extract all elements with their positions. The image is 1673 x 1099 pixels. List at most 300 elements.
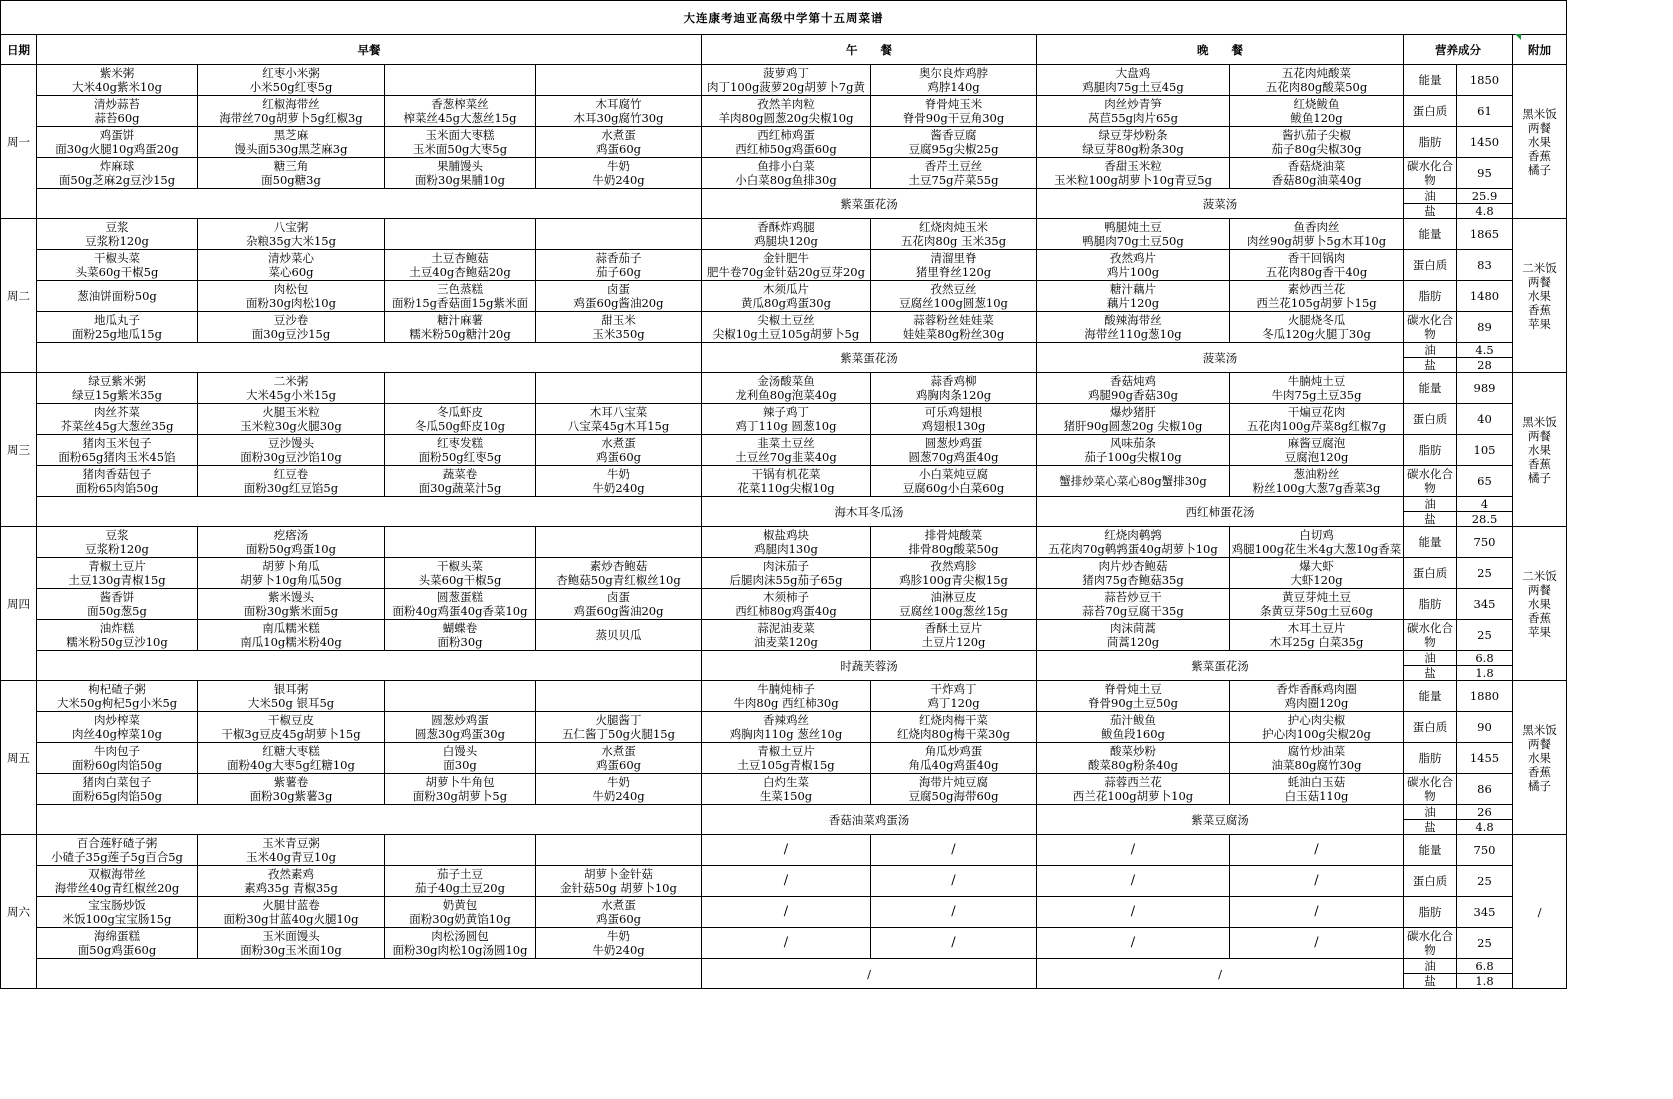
dish-name: 绿豆紫米粥 bbox=[88, 374, 146, 388]
day-label: 周二 bbox=[1, 219, 37, 373]
dish-ingredients: 五花肉80g 玉米35g bbox=[900, 234, 1007, 248]
dish-name: 红烧肉炖玉米 bbox=[919, 220, 988, 234]
dish-name: 胡萝卜角瓜 bbox=[262, 559, 320, 573]
breakfast-dish-cell bbox=[385, 681, 536, 712]
nutrient-value: 989 bbox=[1457, 373, 1513, 404]
dish-name: 辣子鸡丁 bbox=[763, 405, 809, 419]
dish-name: 二米粥 bbox=[273, 374, 309, 388]
dish-name: 猪肉香菇包子 bbox=[82, 467, 152, 481]
dish-name: 干锅有机花菜 bbox=[751, 467, 821, 481]
dinner-dish-cell bbox=[1037, 835, 1230, 866]
dish-name: 双椒海带丝 bbox=[88, 867, 146, 881]
dish-name: 三色蒸糕 bbox=[437, 282, 483, 296]
dish-ingredients: 小米50g红枣5g bbox=[249, 80, 333, 94]
nutrient-name: 蛋白质 bbox=[1404, 558, 1457, 589]
soup-row bbox=[1, 805, 1567, 820]
dish-ingredients: 鸡腿100g花生米4g大葱10g香菜 bbox=[1231, 542, 1402, 556]
dinner-dish-cell bbox=[1037, 589, 1230, 620]
oil-value: 4 bbox=[1457, 497, 1513, 512]
dinner-soup: 菠菜汤 bbox=[1037, 343, 1404, 373]
dish-ingredients: 牛肉75g土豆35g bbox=[1271, 388, 1362, 402]
breakfast-dish-cell bbox=[536, 589, 702, 620]
dish-name: 蝴蝶卷 bbox=[442, 621, 478, 635]
dish-name: 豆浆 bbox=[105, 528, 129, 542]
extra-item: 二米饭 bbox=[1522, 568, 1557, 583]
dish-ingredients: 馒头面530g黑芝麻3g bbox=[234, 142, 348, 156]
nutrient-name: 能量 bbox=[1404, 65, 1457, 96]
dish-name: 茄子土豆 bbox=[437, 867, 483, 881]
dish-ingredients: 面粉30g紫薯3g bbox=[249, 789, 333, 803]
lunch-dish-cell bbox=[871, 681, 1037, 712]
dish-name: 糖汁藕片 bbox=[1110, 282, 1156, 296]
dish-ingredients: 八宝菜45g木耳15g bbox=[567, 419, 670, 433]
dish-ingredients: 土豆75g芹菜55g bbox=[908, 173, 999, 187]
nutrient-name: 能量 bbox=[1404, 527, 1457, 558]
dish-ingredients: 鸭腿肉70g土豆50g bbox=[1082, 234, 1184, 248]
dish-name: 南瓜糯米糕 bbox=[262, 621, 320, 635]
dish-ingredients: 面50g糖3g bbox=[261, 173, 321, 187]
lunch-dish-cell bbox=[702, 281, 871, 312]
dish-ingredients: 豆腐95g尖椒25g bbox=[908, 142, 999, 156]
breakfast-dish-cell bbox=[37, 774, 198, 805]
dish-ingredients: 牛奶240g bbox=[592, 173, 645, 187]
lunch-dish-cell bbox=[871, 866, 1037, 897]
extra-item: 橘子 bbox=[1528, 470, 1551, 485]
breakfast-blank bbox=[37, 497, 702, 527]
dish-name: 猪肉白菜包子 bbox=[82, 775, 152, 789]
dish-name: 圆葱炒鸡蛋 bbox=[431, 713, 489, 727]
lunch-dish-cell bbox=[702, 435, 871, 466]
dinner-dish-cell bbox=[1037, 466, 1230, 497]
dish-ingredients: 茄子80g尖椒30g bbox=[1271, 142, 1362, 156]
breakfast-dish-cell bbox=[37, 250, 198, 281]
breakfast-dish-cell bbox=[37, 65, 198, 96]
dish-name: 五花肉炖酸菜 bbox=[1282, 66, 1351, 80]
dish-name: 枸杞碴子粥 bbox=[88, 682, 146, 696]
dish-ingredients: 西红柿50g鸡蛋60g bbox=[735, 142, 837, 156]
breakfast-dish-cell bbox=[198, 65, 385, 96]
salt-label: 盐 bbox=[1404, 820, 1457, 835]
breakfast-dish-cell bbox=[536, 404, 702, 435]
dish-ingredients: 娃娃菜80g粉丝30g bbox=[902, 327, 1005, 341]
salt-value: 1.8 bbox=[1457, 666, 1513, 681]
lunch-dish-cell bbox=[871, 219, 1037, 250]
dish-ingredients: 鸡蛋60g bbox=[596, 142, 641, 156]
menu-row bbox=[1, 527, 1567, 558]
dish-name: / bbox=[1130, 935, 1136, 950]
page-title: 大连康考迪亚高级中学第十五周菜谱 bbox=[1, 1, 1567, 35]
dish-ingredients: 西红柿80g鸡蛋40g bbox=[735, 604, 837, 618]
dish-name: 蒜香茄子 bbox=[595, 251, 642, 265]
dish-name: 香酥土豆片 bbox=[924, 621, 983, 635]
dish-ingredients: 胡萝卜10g角瓜50g bbox=[240, 573, 342, 587]
dish-ingredients: 茄子60g bbox=[596, 265, 641, 279]
extra-item: 水果 bbox=[1528, 288, 1551, 303]
dish-ingredients: 莴苣55g肉片65g bbox=[1088, 111, 1178, 125]
lunch-dish-cell bbox=[871, 373, 1037, 404]
breakfast-dish-cell bbox=[536, 620, 702, 651]
dish-ingredients: 杏鲍菇50g青红椒丝10g bbox=[556, 573, 681, 587]
dish-name: 红枣小米粥 bbox=[262, 66, 320, 80]
breakfast-dish-cell bbox=[536, 466, 702, 497]
nutrient-value: 61 bbox=[1457, 96, 1513, 127]
dish-ingredients: 护心肉100g尖椒20g bbox=[1262, 727, 1371, 741]
lunch-dish-cell bbox=[702, 373, 871, 404]
menu-row bbox=[1, 312, 1567, 343]
salt-label: 盐 bbox=[1404, 974, 1457, 989]
dish-name: 孜然鸡片 bbox=[1110, 251, 1156, 265]
dish-name: 蟹排炒菜心菜心80g蟹排30g bbox=[1059, 474, 1207, 488]
dish-name: 肉丝炒青笋 bbox=[1104, 97, 1162, 111]
dish-ingredients: 面粉30g甘蓝40g火腿10g bbox=[223, 912, 359, 926]
extra-item: 两餐 bbox=[1528, 736, 1551, 751]
dinner-dish-cell bbox=[1037, 620, 1230, 651]
menu-row bbox=[1, 897, 1567, 928]
dinner-dish-cell bbox=[1037, 866, 1230, 897]
dish-name: 卤蛋 bbox=[607, 590, 630, 604]
dinner-dish-cell bbox=[1230, 866, 1404, 897]
nutrient-name: 碳水化合物 bbox=[1404, 928, 1457, 959]
lunch-dish-cell bbox=[871, 589, 1037, 620]
breakfast-dish-cell bbox=[385, 404, 536, 435]
menu-row bbox=[1, 373, 1567, 404]
oil-value: 4.5 bbox=[1457, 343, 1513, 358]
dish-ingredients: 面粉30g奶黄馅10g bbox=[409, 912, 511, 926]
dish-ingredients: 面50g鸡蛋60g bbox=[77, 943, 157, 957]
dinner-dish-cell bbox=[1230, 158, 1404, 189]
dish-name: 干椒头菜 bbox=[437, 559, 483, 573]
dish-ingredients: 玉米350g bbox=[592, 327, 645, 341]
menu-row bbox=[1, 866, 1567, 897]
dish-name: 卤蛋 bbox=[607, 282, 630, 296]
dish-ingredients: 金针菇50g 胡萝卜10g bbox=[560, 881, 677, 895]
breakfast-dish-cell bbox=[385, 897, 536, 928]
dish-name: 鱼香肉丝 bbox=[1293, 220, 1340, 234]
dish-ingredients: 鸡蛋60g bbox=[596, 758, 641, 772]
breakfast-dish-cell bbox=[37, 866, 198, 897]
lunch-dish-cell bbox=[871, 774, 1037, 805]
dinner-dish-cell bbox=[1230, 928, 1404, 959]
dish-ingredients: 木耳30g腐竹30g bbox=[573, 111, 664, 125]
dish-ingredients: 肥牛卷70g金针菇20g豆芽20g bbox=[707, 265, 865, 279]
dinner-dish-cell bbox=[1230, 620, 1404, 651]
nutrient-name: 蛋白质 bbox=[1404, 866, 1457, 897]
extra-item: 橘子 bbox=[1528, 162, 1551, 177]
dish-name: 清炒菜心 bbox=[268, 251, 314, 265]
dish-ingredients: 菜心60g bbox=[268, 265, 314, 279]
dish-name: 干炸鸡丁 bbox=[930, 682, 977, 696]
lunch-dish-cell bbox=[871, 466, 1037, 497]
lunch-dish-cell bbox=[871, 127, 1037, 158]
salt-value: 1.8 bbox=[1457, 974, 1513, 989]
dinner-dish-cell bbox=[1037, 250, 1230, 281]
dinner-dish-cell bbox=[1037, 928, 1230, 959]
dinner-dish-cell bbox=[1230, 712, 1404, 743]
dish-name: 胡萝卜金针菇 bbox=[584, 867, 653, 881]
header-breakfast: 早餐 bbox=[37, 35, 702, 65]
header-lunch: 午 餐 bbox=[702, 35, 1037, 65]
nutrient-value: 89 bbox=[1457, 312, 1513, 343]
menu-row bbox=[1, 158, 1567, 189]
dish-name: 蒜香鸡柳 bbox=[930, 374, 977, 388]
dish-ingredients: 五花肉100g芹菜8g红椒7g bbox=[1246, 419, 1387, 433]
dish-name: 圆葱炒鸡蛋 bbox=[924, 436, 983, 450]
dish-name: 红糖大枣糕 bbox=[262, 744, 320, 758]
extra-item: 苹果 bbox=[1528, 624, 1551, 639]
lunch-dish-cell bbox=[871, 404, 1037, 435]
dish-name: 玉米青豆粥 bbox=[262, 836, 320, 850]
dinner-soup: 紫菜蛋花汤 bbox=[1037, 651, 1404, 681]
dinner-dish-cell bbox=[1230, 250, 1404, 281]
dish-name: 圆葱蛋糕 bbox=[437, 590, 483, 604]
nutrient-name: 蛋白质 bbox=[1404, 250, 1457, 281]
dish-name: 蒜蓉粉丝娃娃菜 bbox=[913, 313, 994, 327]
dinner-dish-cell bbox=[1230, 681, 1404, 712]
nutrient-value: 25 bbox=[1457, 928, 1513, 959]
dish-ingredients: 土豆40g杏鲍菇20g bbox=[409, 265, 511, 279]
breakfast-dish-cell bbox=[385, 281, 536, 312]
extra-item: 两餐 bbox=[1528, 274, 1551, 289]
dish-name: 木耳腐竹 bbox=[595, 97, 642, 111]
breakfast-dish-cell bbox=[37, 127, 198, 158]
nutrient-name: 蛋白质 bbox=[1404, 404, 1457, 435]
dish-name: 黄豆芽炖土豆 bbox=[1282, 590, 1351, 604]
dish-name: 木耳八宝菜 bbox=[589, 405, 648, 419]
header-dinner: 晚 餐 bbox=[1037, 35, 1404, 65]
dish-name: 素炒杏鲍菇 bbox=[589, 559, 648, 573]
dish-ingredients: 糯米粉50g豆沙10g bbox=[66, 635, 168, 649]
breakfast-dish-cell bbox=[536, 928, 702, 959]
dish-ingredients: 香菇80g油菜40g bbox=[1271, 173, 1362, 187]
dish-ingredients: 油麦菜120g bbox=[754, 635, 818, 649]
dish-name: 果脯馒头 bbox=[437, 159, 483, 173]
breakfast-dish-cell bbox=[198, 897, 385, 928]
lunch-dish-cell bbox=[871, 435, 1037, 466]
dish-ingredients: 鸡腿90g香菇30g bbox=[1088, 388, 1178, 402]
dish-ingredients: 鲅鱼120g bbox=[1290, 111, 1343, 125]
dish-ingredients: 鲅鱼段160g bbox=[1101, 727, 1165, 741]
lunch-dish-cell bbox=[702, 774, 871, 805]
dish-name: 鱼排小白菜 bbox=[757, 159, 815, 173]
breakfast-blank bbox=[37, 189, 702, 219]
breakfast-dish-cell bbox=[536, 373, 702, 404]
dish-name: 青椒土豆片 bbox=[88, 559, 146, 573]
dish-ingredients: 条黄豆芽50g土豆60g bbox=[1260, 604, 1373, 618]
dish-ingredients: 大米50g 银耳5g bbox=[247, 696, 335, 710]
dish-ingredients: 鸡胸肉110g 葱丝10g bbox=[729, 727, 843, 741]
dinner-dish-cell bbox=[1230, 558, 1404, 589]
dish-name: 豆浆 bbox=[105, 220, 129, 234]
dish-name: 茄汁鲅鱼 bbox=[1110, 713, 1156, 727]
breakfast-dish-cell bbox=[198, 712, 385, 743]
dinner-dish-cell bbox=[1230, 774, 1404, 805]
dish-name: 水煮蛋 bbox=[601, 436, 636, 450]
breakfast-dish-cell bbox=[385, 928, 536, 959]
lunch-dish-cell bbox=[702, 96, 871, 127]
oil-label: 油 bbox=[1404, 497, 1457, 512]
breakfast-dish-cell bbox=[198, 250, 385, 281]
salt-label: 盐 bbox=[1404, 204, 1457, 219]
dish-name: 牛肉包子 bbox=[94, 744, 140, 758]
header-day: 日期 bbox=[1, 35, 37, 65]
dinner-dish-cell bbox=[1230, 312, 1404, 343]
lunch-dish-cell bbox=[702, 866, 871, 897]
breakfast-dish-cell bbox=[37, 96, 198, 127]
dish-ingredients: 油菜80g腐竹30g bbox=[1271, 758, 1362, 772]
dish-ingredients: 豆浆粉120g bbox=[85, 234, 149, 248]
dinner-dish-cell bbox=[1230, 404, 1404, 435]
lunch-dish-cell bbox=[702, 404, 871, 435]
breakfast-dish-cell bbox=[198, 527, 385, 558]
dish-name: 火腿酱丁 bbox=[595, 713, 642, 727]
nutrient-value: 1880 bbox=[1457, 681, 1513, 712]
dish-ingredients: 大米40g紫米10g bbox=[72, 80, 162, 94]
breakfast-dish-cell bbox=[37, 404, 198, 435]
breakfast-dish-cell bbox=[37, 897, 198, 928]
oil-value: 6.8 bbox=[1457, 651, 1513, 666]
menu-row bbox=[1, 558, 1567, 589]
dish-ingredients: 海带丝110g葱10g bbox=[1084, 327, 1182, 341]
dish-name: 豆沙卷 bbox=[273, 313, 309, 327]
dinner-soup: 紫菜豆腐汤 bbox=[1037, 805, 1404, 835]
breakfast-dish-cell bbox=[198, 373, 385, 404]
dish-ingredients: 鸡腿块120g bbox=[754, 234, 818, 248]
dish-ingredients: 鸡丁120g bbox=[927, 696, 980, 710]
menu-row bbox=[1, 835, 1567, 866]
extra-item: 水果 bbox=[1528, 442, 1551, 457]
dish-name: 酱香饼 bbox=[99, 590, 135, 604]
dish-ingredients: 牛奶240g bbox=[592, 943, 645, 957]
lunch-dish-cell bbox=[871, 65, 1037, 96]
dish-ingredients: 豆腐60g小白菜60g bbox=[902, 481, 1005, 495]
breakfast-dish-cell bbox=[536, 127, 702, 158]
lunch-dish-cell bbox=[871, 712, 1037, 743]
dinner-dish-cell bbox=[1230, 373, 1404, 404]
salt-value: 28.5 bbox=[1457, 512, 1513, 527]
dish-name: 甜玉米 bbox=[601, 313, 636, 327]
breakfast-dish-cell bbox=[385, 866, 536, 897]
dish-name: 素炒西兰花 bbox=[1287, 282, 1346, 296]
dish-name: / bbox=[1314, 935, 1319, 950]
nutrient-name: 能量 bbox=[1404, 373, 1457, 404]
dinner-dish-cell bbox=[1037, 527, 1230, 558]
breakfast-dish-cell bbox=[198, 127, 385, 158]
lunch-dish-cell bbox=[702, 712, 871, 743]
dish-name: 红豆卷 bbox=[273, 467, 309, 481]
breakfast-dish-cell bbox=[198, 835, 385, 866]
dish-ingredients: 牛奶240g bbox=[592, 481, 645, 495]
dish-name: 绿豆芽炒粉条 bbox=[1098, 128, 1168, 142]
dish-name: / bbox=[1314, 842, 1319, 857]
dish-name: 酱香豆腐 bbox=[930, 128, 977, 142]
lunch-dish-cell bbox=[702, 127, 871, 158]
dish-name: / bbox=[951, 873, 956, 888]
dish-ingredients: 酸菜80g粉条40g bbox=[1088, 758, 1178, 772]
dish-name: 黑芝麻 bbox=[273, 128, 309, 142]
dish-name: / bbox=[783, 904, 789, 919]
dish-ingredients: 豆腐泡120g bbox=[1284, 450, 1349, 464]
extra-item: 橘子 bbox=[1528, 778, 1551, 793]
dish-name: 火腿玉米粒 bbox=[262, 405, 320, 419]
lunch-dish-cell bbox=[871, 835, 1037, 866]
dish-name: / bbox=[1130, 904, 1136, 919]
dish-name: 白灼生菜 bbox=[763, 775, 809, 789]
extra-item: 香蕉 bbox=[1528, 610, 1551, 625]
dish-ingredients: 圆葱70g鸡蛋40g bbox=[908, 450, 999, 464]
breakfast-dish-cell bbox=[198, 743, 385, 774]
comment-marker-icon bbox=[1515, 34, 1521, 40]
breakfast-dish-cell bbox=[198, 774, 385, 805]
breakfast-blank bbox=[37, 959, 702, 989]
dish-name: 可乐鸡翅根 bbox=[924, 405, 983, 419]
menu-row bbox=[1, 620, 1567, 651]
breakfast-dish-cell bbox=[385, 466, 536, 497]
breakfast-dish-cell bbox=[198, 866, 385, 897]
dish-name: 风味茄条 bbox=[1110, 436, 1156, 450]
breakfast-dish-cell bbox=[37, 928, 198, 959]
extra-item: 苹果 bbox=[1528, 316, 1551, 331]
dinner-dish-cell bbox=[1037, 897, 1230, 928]
dish-name: 蚝油白玉菇 bbox=[1287, 775, 1346, 789]
dish-name: 香菇炖鸡 bbox=[1110, 374, 1156, 388]
dish-name: 孜然鸡胗 bbox=[930, 559, 977, 573]
dish-name: 干煸豆花肉 bbox=[1287, 405, 1346, 419]
dish-name: 红椒海带丝 bbox=[262, 97, 320, 111]
breakfast-dish-cell bbox=[37, 835, 198, 866]
lunch-dish-cell bbox=[702, 897, 871, 928]
dish-ingredients: 五花肉80g香干40g bbox=[1265, 265, 1368, 279]
dinner-dish-cell bbox=[1037, 158, 1230, 189]
dish-ingredients: 面30g蔬菜汁5g bbox=[418, 481, 502, 495]
dish-ingredients: 豆腐丝100g圆葱10g bbox=[899, 296, 1008, 310]
dish-name: 鸭腿炖土豆 bbox=[1104, 220, 1162, 234]
oil-value: 25.9 bbox=[1457, 189, 1513, 204]
dish-ingredients: 圆葱30g鸡蛋30g bbox=[415, 727, 505, 741]
breakfast-dish-cell bbox=[385, 835, 536, 866]
nutrient-value: 25 bbox=[1457, 558, 1513, 589]
dinner-dish-cell bbox=[1037, 774, 1230, 805]
soup-row bbox=[1, 343, 1567, 358]
menu-row bbox=[1, 466, 1567, 497]
dish-name: 火腿烧冬瓜 bbox=[1287, 313, 1346, 327]
nutrient-value: 65 bbox=[1457, 466, 1513, 497]
dish-ingredients: 面粉30g肉松10g汤圆10g bbox=[392, 943, 528, 957]
dish-ingredients: 鸡胸肉条120g bbox=[915, 388, 992, 402]
nutrient-value: 95 bbox=[1457, 158, 1513, 189]
nutrient-value: 105 bbox=[1457, 435, 1513, 466]
dish-name: 肉松汤圆包 bbox=[431, 929, 489, 943]
breakfast-dish-cell bbox=[385, 620, 536, 651]
dish-ingredients: 鸡脖140g bbox=[927, 80, 980, 94]
extra-item: 黑米饭 bbox=[1522, 106, 1557, 121]
dish-ingredients: 榨菜丝45g大葱丝15g bbox=[403, 111, 517, 125]
dish-ingredients: 木耳25g 白菜35g bbox=[1269, 635, 1364, 649]
dish-name: 韭菜土豆丝 bbox=[757, 436, 815, 450]
extra-items bbox=[1513, 681, 1567, 835]
lunch-soup: / bbox=[702, 959, 1037, 989]
dish-name: 酱扒茄子尖椒 bbox=[1282, 128, 1351, 142]
breakfast-dish-cell bbox=[536, 96, 702, 127]
dish-ingredients: 豆浆粉120g bbox=[85, 542, 149, 556]
dish-name: 糖三角 bbox=[273, 159, 309, 173]
lunch-dish-cell bbox=[702, 158, 871, 189]
dish-name: 紫米粥 bbox=[99, 66, 135, 80]
dish-ingredients: 素鸡35g 青椒35g bbox=[244, 881, 338, 895]
dinner-dish-cell bbox=[1230, 435, 1404, 466]
dish-name: / bbox=[783, 842, 789, 857]
nutrient-value: 1865 bbox=[1457, 219, 1513, 250]
breakfast-dish-cell bbox=[37, 373, 198, 404]
